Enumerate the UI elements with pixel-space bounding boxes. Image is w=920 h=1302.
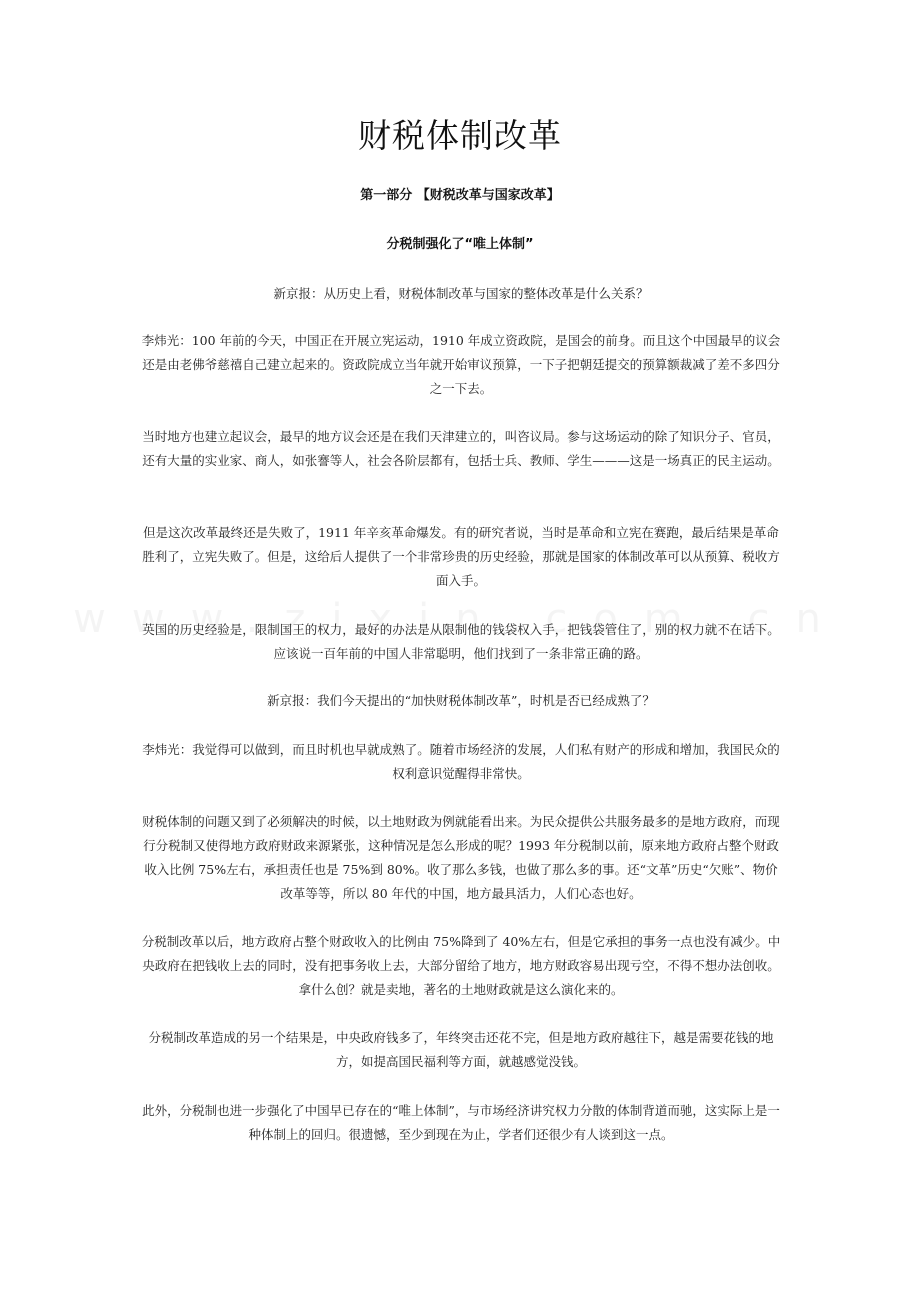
paragraph-tax-sharing-reform: 分税制改革以后，地方政府占整个财政收入的比例由 75%降到了 40%左右，但是它承担的事务一点也没有减少。中央政府在把钱收上去的同时，没有把事务收上去，大部分留给了地方，地方财政容易出现亏空，不得不想办法创收。拿什么创？就是卖地，著名的土地财政就是这么演化来的。 [141, 934, 781, 997]
paragraph-answer-1: 李炜光：100 年前的今天，中国正在开展立宪运动，1910 年成立资政院，是国会的前身。而且这个中国最早的议会还是由老佛爷慈禧自己建立起来的。资政院成立当年就开始审议预算，一下子把朝廷提交的预算额裁减了差不多四分之一下去。 [141, 333, 781, 396]
paragraph-local-councils: 当时地方也建立起议会，最早的地方议会还是在我们天津建立的，叫咨议局。参与这场运动的除了知识分子、官员，还有大量的实业家、商人，如张謇等人，社会各阶层都有，包括士兵、教师、学生———这是一场真正的民主运动。 [142, 429, 780, 468]
paragraph-british-experience: 英国的历史经验是，限制国王的权力，最好的办法是从限制他的钱袋权入手，把钱袋管住了，别的权力就不在话下。应该说一百年前的中国人非常聪明，他们找到了一条非常正确的路。 [142, 622, 780, 661]
section-heading: 分税制强化了“唯上体制” [386, 237, 534, 252]
paragraph-central-local: 分税制改革造成的另一个结果是，中央政府钱多了，年终突击还花不完，但是地方政府越往下，越是需要花钱的地方，如提高国民福利等方面，就越感觉没钱。 [148, 1030, 774, 1069]
part-heading: 第一部分 【财税改革与国家改革】 [360, 188, 560, 203]
paragraph-land-finance: 财税体制的问题又到了必须解决的时候，以土地财政为例就能看出来。为民众提供公共服务最多的是地方政府，而现行分税制又使得地方政府财政来源紧张，这种情况是怎么形成的呢？1993 年分税制以前，原来地方政府占整个财政收入比例 75%左右，承担责任也是 75%到 80%。收了那么多钱，也做了那么多的事。还“文革”历史“欠账”、物价改革等等，所以 80 年代的中国，地方最具活力，人们心态也好。 [142, 814, 780, 901]
paragraph-question-2: 新京报：我们今天提出的“加快财税体制改革”，时机是否已经成熟了？ [267, 693, 655, 708]
paragraph-answer-2: 李炜光：我觉得可以做到，而且时机也早就成熟了。随着市场经济的发展，人们私有财产的形成和增加，我国民众的权利意识觉醒得非常快。 [142, 742, 780, 781]
document-title: 财税体制改革 [358, 116, 562, 155]
paragraph-upward-system: 此外，分税制也进一步强化了中国早已存在的“唯上体制”，与市场经济讲究权力分散的体制背道而驰，这实际上是一种体制上的回归。很遗憾，至少到现在为止，学者们还很少有人谈到这一点。 [142, 1103, 780, 1142]
paragraph-revolution: 但是这次改革最终还是失败了，1911 年辛亥革命爆发。有的研究者说，当时是革命和立宪在赛跑，最后结果是革命胜利了，立宪失败了。但是，这给后人提供了一个非常珍贵的历史经验，那就是国家的体制改革可以从预算、税收方面入手。 [142, 525, 780, 588]
paragraph-question-1: 新京报：从历史上看，财税体制改革与国家的整体改革是什么关系？ [273, 286, 649, 301]
